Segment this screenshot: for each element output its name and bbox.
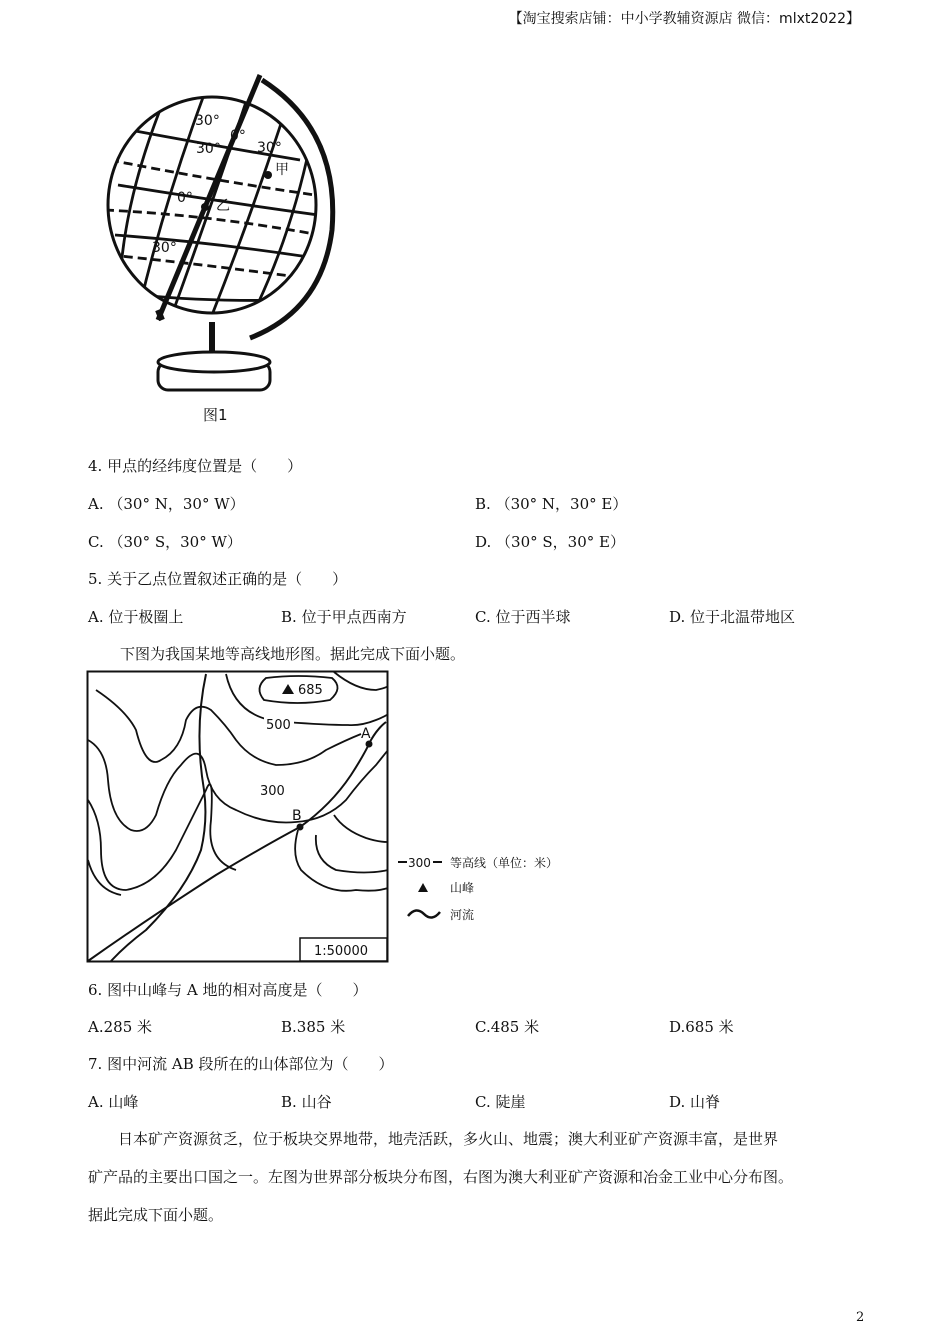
q7-option-c: C. 陡崖: [475, 1093, 526, 1111]
q4-option-b: B. （30° N，30° E）: [475, 495, 628, 513]
contour-500-label: 500: [266, 718, 291, 733]
legend-river-icon: [408, 910, 440, 917]
q4-option-c: C. （30° S，30° W）: [88, 533, 242, 551]
point-a-label: A: [361, 726, 371, 742]
q5-option-a: A. 位于极圈上: [88, 608, 184, 626]
q7-option-a: A. 山峰: [88, 1093, 139, 1111]
intro-japan-paragraph: [88, 1120, 878, 1234]
q6-option-c: C.485 米: [475, 1018, 540, 1036]
point-jia-marker: [264, 171, 272, 179]
contour-300-label: 300: [260, 784, 285, 799]
legend-peak-text: 山峰: [450, 881, 475, 895]
scale-label: 1:50000: [314, 944, 369, 959]
legend-river-text: 河流: [450, 908, 475, 922]
question-5-stem: 5. 关于乙点位置叙述正确的是（ ）: [88, 570, 348, 588]
q6-option-b: B.385 米: [281, 1018, 346, 1036]
q4-option-d: D. （30° S，30° E）: [475, 533, 625, 551]
globe-label-yi: 乙: [216, 198, 230, 214]
globe-label-lat30-top: 30°: [195, 113, 220, 129]
point-b-marker: [297, 824, 304, 831]
globe-label-lon30: 30°: [257, 140, 282, 156]
q4-option-a: A. （30° N，30° W）: [88, 495, 245, 513]
globe-label-lat30-bottom: 30°: [152, 240, 177, 256]
legend-peak-icon: [418, 883, 428, 892]
q6-option-d: D.685 米: [669, 1018, 734, 1036]
q7-option-d: D. 山脊: [669, 1093, 721, 1111]
q6-option-a: A.285 米: [88, 1018, 153, 1036]
globe-label-lon0: 0°: [230, 128, 246, 144]
page-number: 2: [856, 1310, 865, 1325]
q5-option-b: B. 位于甲点西南方: [281, 608, 407, 626]
globe-label-lat0: 0°: [177, 190, 193, 206]
intro-japan-line-3: 据此完成下面小题。: [88, 1206, 224, 1224]
intro-japan-line-2: 矿产品的主要出口国之一。左图为世界部分板块分布图，右图为澳大利亚矿产资源和冶金工业中心分布图。: [88, 1168, 794, 1186]
figure1-caption: 图1: [203, 406, 228, 424]
legend-contour-text: 等高线（单位：米）: [450, 856, 559, 870]
legend-contour-value: 300: [408, 856, 431, 870]
q5-option-c: C. 位于西半球: [475, 608, 571, 626]
map-legend: [398, 855, 558, 922]
point-b-label: B: [292, 808, 302, 824]
question-7-stem: 7. 图中河流 AB 段所在的山体部位为（ ）: [88, 1055, 394, 1073]
q7-option-b: B. 山谷: [281, 1093, 332, 1111]
globe-label-jia: 甲: [275, 162, 289, 178]
question-4-stem: 4. 甲点的经纬度位置是（ ）: [88, 457, 303, 475]
q5-option-d: D. 位于北温带地区: [669, 608, 796, 626]
globe-figure: [100, 70, 340, 400]
globe-label-lat30-second: 30°: [196, 141, 221, 157]
contour-map: [86, 670, 566, 966]
intro-contour-map: 下图为我国某地等高线地形图。据此完成下面小题。: [120, 645, 466, 663]
page-header: 【淘宝搜索店铺：中小学教辅资源店 微信：mlxt2022】: [508, 11, 860, 27]
point-yi-marker: [201, 203, 209, 211]
question-6-stem: 6. 图中山峰与 A 地的相对高度是（ ）: [88, 981, 368, 999]
peak-label: 685: [298, 683, 323, 698]
map-frame: [88, 672, 388, 962]
intro-japan-line-1: 日本矿产资源贫乏，位于板块交界地带，地壳活跃，多火山、地震；澳大利亚矿产资源丰富，是世界: [118, 1130, 779, 1148]
globe-stand: [158, 322, 270, 390]
